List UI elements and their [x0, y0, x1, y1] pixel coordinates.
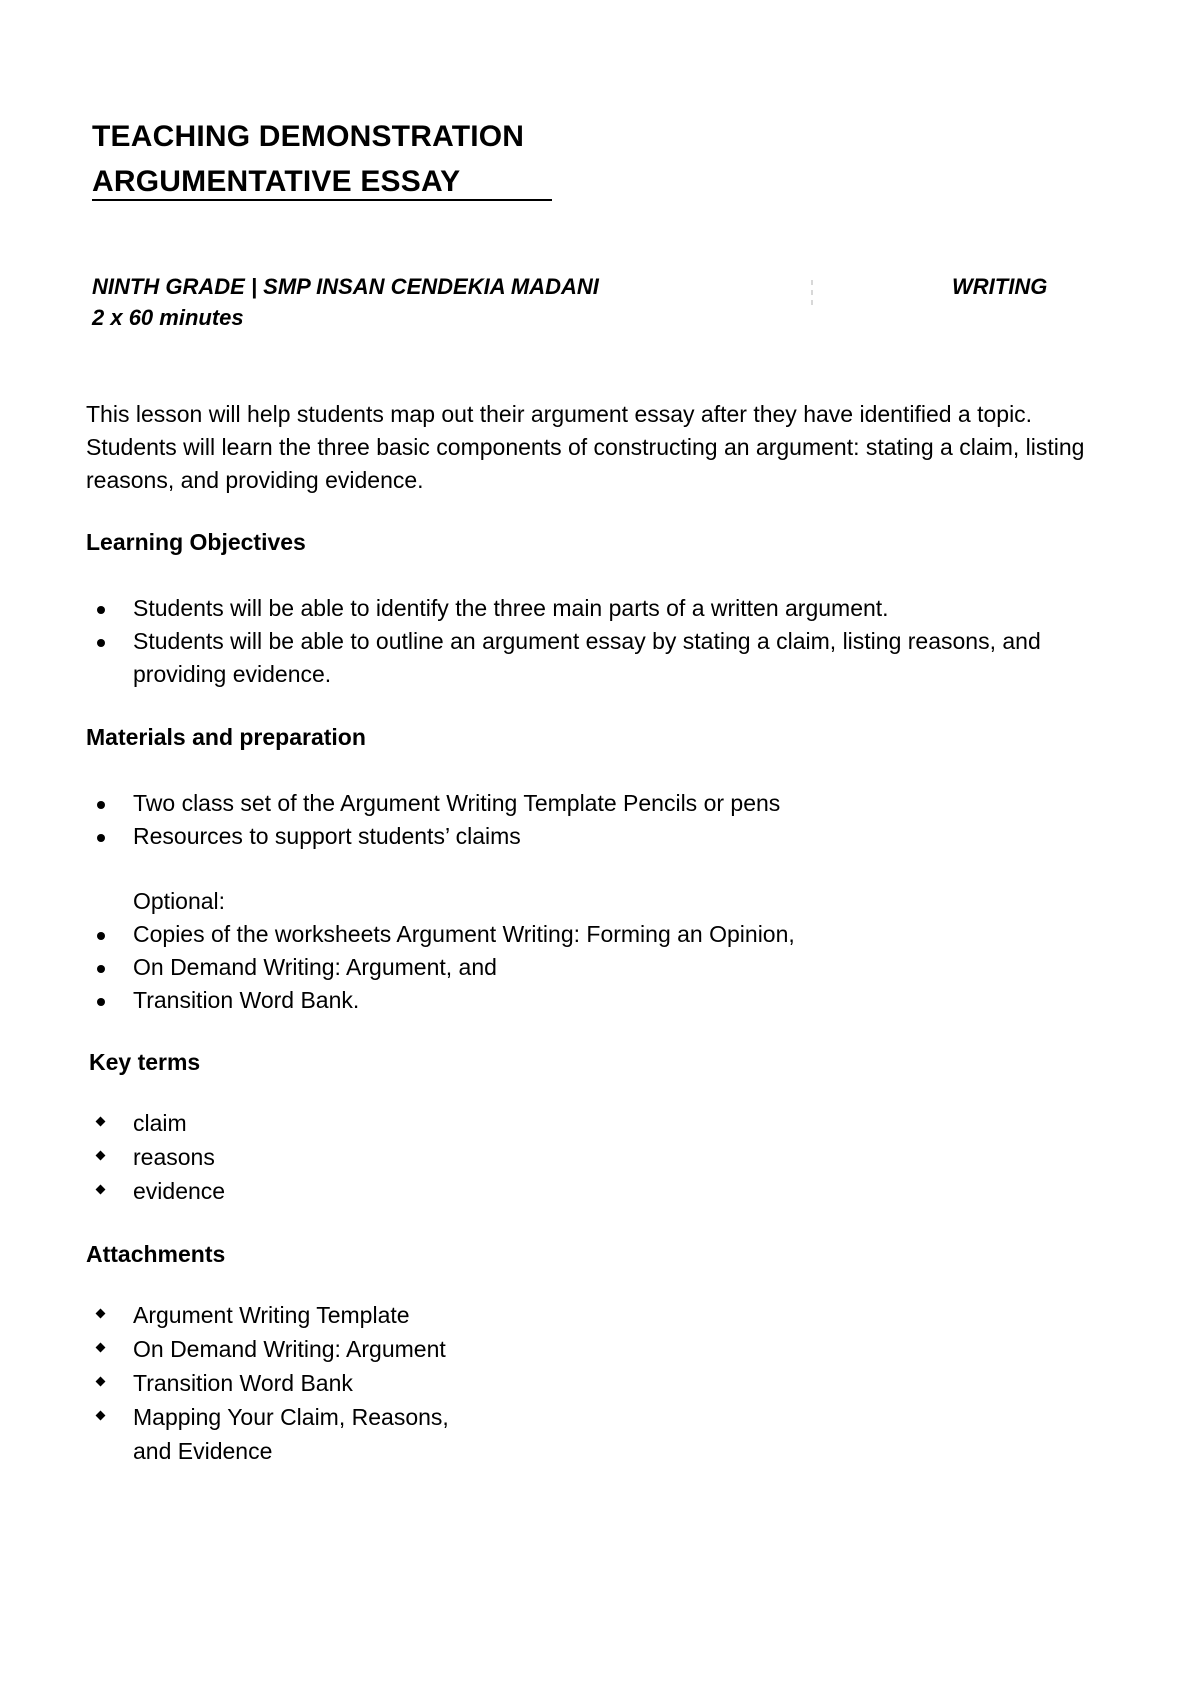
list-item-text: Transition Word Bank [133, 1370, 353, 1396]
list-item [86, 1366, 1086, 1400]
key-terms-list [86, 1106, 1086, 1208]
list-item-text: Students will be able to outline an argument essay by stating a claim, listing reasons, and providing evidence. [133, 628, 1041, 687]
list-item [86, 1174, 1086, 1208]
faint-separator-dots [810, 280, 814, 310]
list-item [86, 918, 1086, 951]
document-subtitle: ARGUMENTATIVE ESSAY [92, 165, 461, 198]
subject-label: WRITING [952, 274, 1048, 299]
list-item [86, 625, 1086, 691]
diamond-bullet-icon [96, 1377, 106, 1387]
list-item [86, 592, 1086, 625]
list-item-text: evidence [133, 1178, 226, 1204]
list-item [86, 820, 1086, 853]
title-underline [92, 199, 552, 201]
list-item-text: Two class set of the Argument Writing Template Pencils or pens [133, 790, 781, 816]
bullet-icon [97, 801, 105, 809]
diamond-bullet-icon [96, 1185, 106, 1195]
diamond-bullet-icon [96, 1309, 106, 1319]
document-title: TEACHING DEMONSTRATION [92, 120, 525, 153]
list-item-text: On Demand Writing: Argument, and [133, 954, 497, 980]
list-item [86, 1332, 1086, 1366]
materials-list [86, 787, 1086, 853]
materials-heading: Materials and preparation [86, 724, 366, 750]
list-item [86, 1298, 1086, 1332]
optional-materials-list [86, 918, 1086, 1017]
objectives-list [86, 592, 1086, 691]
key-terms-heading: Key terms [89, 1049, 201, 1075]
list-item-text: Transition Word Bank. [133, 987, 360, 1013]
bullet-icon [97, 998, 105, 1006]
intro-paragraph: This lesson will help students map out their argument essay after they have identified a topic. Students will learn the three basic components of constructing an argument: stating a claim, listing reasons, and providing evidence. [86, 401, 1085, 493]
list-item [86, 951, 1086, 984]
bullet-icon [97, 606, 105, 614]
list-item-text: Mapping Your Claim, Reasons, and Evidence [133, 1404, 449, 1464]
diamond-bullet-icon [96, 1151, 106, 1161]
bullet-icon [97, 639, 105, 647]
diamond-bullet-icon [96, 1343, 106, 1353]
list-item-text: claim [133, 1110, 187, 1136]
objectives-heading: Learning Objectives [86, 529, 306, 555]
duration-label: 2 x 60 minutes [92, 305, 244, 330]
list-item [86, 984, 1086, 1017]
attachments-list [86, 1298, 1086, 1468]
attachments-heading: Attachments [86, 1241, 226, 1267]
list-item [86, 1140, 1086, 1174]
list-item-text: reasons [133, 1144, 215, 1170]
list-item-text: On Demand Writing: Argument [133, 1336, 446, 1362]
diamond-bullet-icon [96, 1411, 106, 1421]
list-item-text: Copies of the worksheets Argument Writing: Forming an Opinion, [133, 921, 795, 947]
list-item [86, 1106, 1086, 1140]
list-item [86, 787, 1086, 820]
grade-school-label: NINTH GRADE | SMP INSAN CENDEKIA MADANI [92, 274, 599, 299]
bullet-icon [97, 932, 105, 940]
optional-label: Optional: [133, 888, 226, 914]
list-item [86, 1400, 1086, 1468]
list-item-text: Students will be able to identify the three main parts of a written argument. [133, 595, 889, 621]
list-item-text: Resources to support students’ claims [133, 823, 521, 849]
list-item-text: Argument Writing Template [133, 1302, 410, 1328]
bullet-icon [97, 834, 105, 842]
diamond-bullet-icon [96, 1117, 106, 1127]
bullet-icon [97, 965, 105, 973]
